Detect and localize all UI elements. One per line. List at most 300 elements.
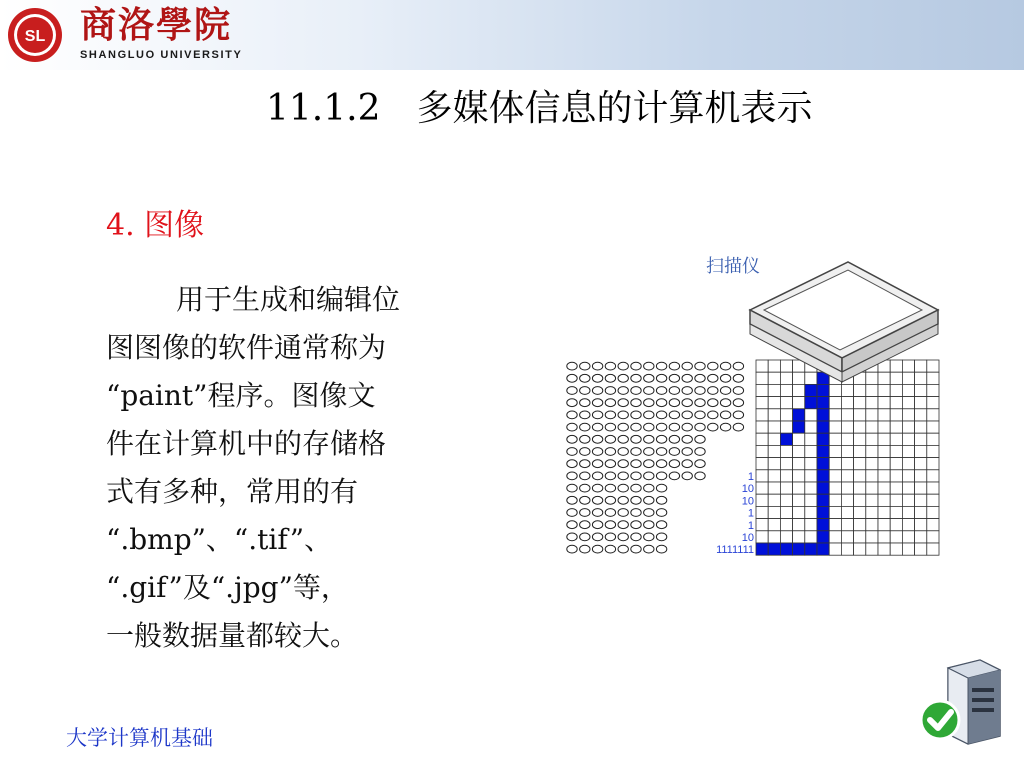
grid-pixel xyxy=(756,372,768,384)
grid-pixel xyxy=(915,445,927,457)
paragraph-line: “.bmp”、“.tif”、 xyxy=(106,523,333,556)
grid-pixel xyxy=(768,409,780,421)
grid-pixel xyxy=(817,531,829,543)
scan-circle xyxy=(656,374,666,382)
scan-circle xyxy=(644,411,654,419)
grid-pixel xyxy=(854,384,866,396)
grid-pixel xyxy=(866,482,878,494)
grid-pixel xyxy=(902,384,914,396)
grid-pixel xyxy=(915,519,927,531)
grid-pixel xyxy=(854,409,866,421)
scan-circle xyxy=(605,411,615,419)
grid-pixel xyxy=(915,506,927,518)
scan-circle xyxy=(618,460,628,468)
grid-pixel xyxy=(902,421,914,433)
grid-pixel xyxy=(768,397,780,409)
scan-circle xyxy=(618,411,628,419)
scan-circle xyxy=(631,399,641,407)
grid-pixel xyxy=(866,543,878,555)
grid-pixel xyxy=(756,506,768,518)
scan-circle xyxy=(618,533,628,541)
scan-circle xyxy=(592,509,602,517)
scan-circle xyxy=(580,362,590,370)
scan-circle xyxy=(669,472,679,480)
scan-circle xyxy=(618,448,628,456)
paragraph-line: 式有多种，常用的有 xyxy=(106,475,359,508)
grid-pixel xyxy=(817,458,829,470)
grid-pixel xyxy=(866,433,878,445)
grid-pixel xyxy=(768,360,780,372)
pixel-grid xyxy=(756,360,939,555)
scan-circle xyxy=(592,460,602,468)
paragraph-line: 用于生成和编辑位 xyxy=(176,283,401,316)
grid-pixel xyxy=(817,421,829,433)
grid-pixel xyxy=(780,519,792,531)
grid-pixel xyxy=(817,384,829,396)
scan-circle xyxy=(580,484,590,492)
scan-circle xyxy=(580,411,590,419)
scan-circle xyxy=(733,423,743,431)
scan-circle xyxy=(656,362,666,370)
scan-circle xyxy=(631,509,641,517)
grid-pixel xyxy=(805,519,817,531)
scan-circle xyxy=(592,399,602,407)
grid-pixel xyxy=(780,470,792,482)
grid-pixel xyxy=(817,519,829,531)
grid-pixel xyxy=(841,543,853,555)
scan-circle xyxy=(631,448,641,456)
scan-circle xyxy=(669,374,679,382)
grid-pixel xyxy=(878,433,890,445)
grid-pixel xyxy=(805,506,817,518)
scan-circle xyxy=(592,484,602,492)
scan-circle xyxy=(644,472,654,480)
grid-pixel xyxy=(878,531,890,543)
scan-circle xyxy=(708,411,718,419)
grid-pixel xyxy=(927,458,939,470)
grid-pixel xyxy=(902,445,914,457)
scan-circle xyxy=(618,496,628,504)
grid-pixel xyxy=(841,531,853,543)
scan-circle xyxy=(669,448,679,456)
grid-pixel xyxy=(915,409,927,421)
scan-circle xyxy=(695,472,705,480)
scan-circle xyxy=(682,460,692,468)
grid-pixel xyxy=(756,458,768,470)
scan-circle xyxy=(695,374,705,382)
scan-circle xyxy=(720,411,730,419)
grid-pixel xyxy=(878,445,890,457)
scan-circle xyxy=(567,435,577,443)
grid-pixel xyxy=(756,445,768,457)
scan-circle xyxy=(592,521,602,529)
grid-pixel xyxy=(829,506,841,518)
scan-circle xyxy=(631,545,641,553)
scan-circle xyxy=(644,509,654,517)
scan-circle xyxy=(618,472,628,480)
grid-pixel xyxy=(768,470,780,482)
scan-circle xyxy=(682,411,692,419)
grid-pixel xyxy=(854,494,866,506)
grid-pixel xyxy=(780,384,792,396)
grid-pixel xyxy=(915,421,927,433)
grid-pixel xyxy=(780,445,792,457)
grid-pixel xyxy=(866,372,878,384)
grid-pixel xyxy=(780,421,792,433)
scan-circle xyxy=(656,423,666,431)
grid-pixel xyxy=(805,433,817,445)
grid-pixel xyxy=(793,409,805,421)
scan-circle xyxy=(605,496,615,504)
scan-circle xyxy=(567,496,577,504)
grid-pixel xyxy=(902,397,914,409)
grid-pixel xyxy=(902,372,914,384)
scan-circle xyxy=(605,509,615,517)
grid-pixel xyxy=(890,372,902,384)
scan-circle xyxy=(720,399,730,407)
scan-circle xyxy=(644,448,654,456)
scan-circle xyxy=(592,545,602,553)
scan-circle xyxy=(618,435,628,443)
grid-pixel xyxy=(927,409,939,421)
scan-circle xyxy=(656,435,666,443)
grid-pixel xyxy=(756,482,768,494)
scan-circle xyxy=(618,484,628,492)
scan-circle xyxy=(708,374,718,382)
paragraph-line: “paint”程序。图像文 xyxy=(106,379,376,412)
grid-pixel xyxy=(756,360,768,372)
scan-circle xyxy=(592,423,602,431)
grid-pixel xyxy=(854,519,866,531)
footer-course-name: 大学计算机基础 xyxy=(66,726,213,750)
grid-pixel xyxy=(817,445,829,457)
grid-pixel xyxy=(902,470,914,482)
grid-pixel xyxy=(927,445,939,457)
grid-pixel xyxy=(866,409,878,421)
grid-pixel xyxy=(841,384,853,396)
scan-circle xyxy=(618,509,628,517)
grid-pixel xyxy=(780,433,792,445)
grid-pixel xyxy=(927,421,939,433)
grid-pixel xyxy=(805,470,817,482)
grid-pixel xyxy=(780,372,792,384)
scan-circle xyxy=(644,399,654,407)
scan-circle xyxy=(567,423,577,431)
paragraph-line: 一般数据量都较大。 xyxy=(106,619,359,652)
grid-pixel xyxy=(780,543,792,555)
grid-pixel xyxy=(866,445,878,457)
scan-circle xyxy=(618,423,628,431)
scan-circle xyxy=(592,472,602,480)
grid-pixel xyxy=(841,409,853,421)
grid-pixel xyxy=(768,372,780,384)
grid-pixel xyxy=(780,409,792,421)
grid-pixel xyxy=(829,482,841,494)
grid-pixel xyxy=(768,506,780,518)
grid-pixel xyxy=(768,458,780,470)
section-heading: 4. 图像 xyxy=(106,208,205,243)
grid-pixel xyxy=(756,470,768,482)
scan-circle xyxy=(708,362,718,370)
scan-circle xyxy=(733,399,743,407)
scan-circle xyxy=(618,362,628,370)
grid-pixel xyxy=(854,397,866,409)
grid-pixel xyxy=(805,482,817,494)
scan-circle xyxy=(656,448,666,456)
scan-circle xyxy=(669,399,679,407)
scan-circle xyxy=(631,423,641,431)
grid-pixel xyxy=(817,506,829,518)
grid-pixel xyxy=(890,360,902,372)
grid-pixel xyxy=(780,506,792,518)
grid-pixel xyxy=(841,421,853,433)
grid-pixel xyxy=(915,372,927,384)
bit-label: 10 xyxy=(741,483,754,496)
scan-circle xyxy=(580,472,590,480)
scan-circle xyxy=(605,387,615,395)
grid-pixel xyxy=(793,384,805,396)
grid-pixel xyxy=(805,409,817,421)
scan-circle xyxy=(618,545,628,553)
grid-pixel xyxy=(866,519,878,531)
grid-pixel xyxy=(793,372,805,384)
grid-pixel xyxy=(829,458,841,470)
paragraph-line: 件在计算机中的存储格 xyxy=(106,427,387,460)
header-bar xyxy=(0,0,1024,70)
scan-circle xyxy=(669,423,679,431)
scan-circle xyxy=(605,399,615,407)
grid-pixel xyxy=(756,384,768,396)
grid-pixel xyxy=(780,458,792,470)
grid-pixel xyxy=(878,372,890,384)
scan-circle xyxy=(656,496,666,504)
grid-pixel xyxy=(768,433,780,445)
grid-pixel xyxy=(902,433,914,445)
grid-pixel xyxy=(854,458,866,470)
scan-circle xyxy=(720,423,730,431)
grid-pixel xyxy=(878,519,890,531)
scan-circle xyxy=(580,374,590,382)
grid-pixel xyxy=(927,506,939,518)
grid-pixel xyxy=(902,482,914,494)
bit-labels xyxy=(716,471,754,556)
grid-pixel xyxy=(817,543,829,555)
scan-circle xyxy=(605,521,615,529)
grid-pixel xyxy=(878,482,890,494)
scan-circle xyxy=(682,435,692,443)
seal-initials: SL xyxy=(24,28,46,45)
grid-pixel xyxy=(829,384,841,396)
grid-pixel xyxy=(829,519,841,531)
scan-circle xyxy=(605,533,615,541)
scan-circle xyxy=(733,374,743,382)
scan-circle xyxy=(592,374,602,382)
scan-circle xyxy=(656,509,666,517)
grid-pixel xyxy=(927,531,939,543)
grid-pixel xyxy=(793,458,805,470)
scan-circle xyxy=(631,521,641,529)
scan-circle xyxy=(695,387,705,395)
grid-pixel xyxy=(878,506,890,518)
grid-pixel xyxy=(890,531,902,543)
scan-circle xyxy=(669,435,679,443)
scan-circle xyxy=(631,472,641,480)
scan-circle xyxy=(567,484,577,492)
grid-pixel xyxy=(780,494,792,506)
grid-pixel xyxy=(854,482,866,494)
scan-circle xyxy=(567,362,577,370)
grid-pixel xyxy=(878,421,890,433)
scan-circle xyxy=(567,472,577,480)
scan-circle xyxy=(567,460,577,468)
grid-pixel xyxy=(780,397,792,409)
scan-circle xyxy=(656,399,666,407)
scan-circle xyxy=(567,521,577,529)
scan-circle xyxy=(580,460,590,468)
scan-circle xyxy=(631,387,641,395)
scan-circle xyxy=(592,435,602,443)
scan-circle xyxy=(708,399,718,407)
grid-pixel xyxy=(841,494,853,506)
grid-pixel xyxy=(902,360,914,372)
scan-circle xyxy=(656,533,666,541)
scan-circle xyxy=(605,435,615,443)
scan-circle xyxy=(592,496,602,504)
grid-pixel xyxy=(915,482,927,494)
grid-pixel xyxy=(902,519,914,531)
grid-pixel xyxy=(829,543,841,555)
grid-pixel xyxy=(817,494,829,506)
grid-pixel xyxy=(878,470,890,482)
grid-pixel xyxy=(841,445,853,457)
scan-circle xyxy=(656,460,666,468)
grid-pixel xyxy=(817,397,829,409)
grid-pixel xyxy=(829,421,841,433)
grid-pixel xyxy=(866,397,878,409)
grid-pixel xyxy=(756,543,768,555)
scan-circle xyxy=(644,521,654,529)
scan-circle xyxy=(580,509,590,517)
scan-circle xyxy=(669,362,679,370)
scan-circle xyxy=(644,387,654,395)
scan-circle xyxy=(682,362,692,370)
scan-circle xyxy=(580,399,590,407)
grid-pixel xyxy=(902,458,914,470)
scan-circle xyxy=(605,484,615,492)
grid-pixel xyxy=(890,470,902,482)
grid-pixel xyxy=(866,494,878,506)
scan-circle xyxy=(605,448,615,456)
scan-circle xyxy=(592,411,602,419)
grid-pixel xyxy=(890,397,902,409)
grid-pixel xyxy=(866,531,878,543)
grid-pixel xyxy=(854,445,866,457)
grid-pixel xyxy=(841,482,853,494)
grid-pixel xyxy=(829,433,841,445)
scan-circle xyxy=(592,387,602,395)
grid-pixel xyxy=(841,519,853,531)
bit-label: 10 xyxy=(741,532,754,544)
grid-pixel xyxy=(915,458,927,470)
paragraph-line: 图图像的软件通常称为 xyxy=(106,331,387,364)
grid-pixel xyxy=(866,470,878,482)
grid-pixel xyxy=(793,506,805,518)
bit-label: 1 xyxy=(747,471,754,483)
scan-circle xyxy=(605,472,615,480)
scan-circle xyxy=(580,435,590,443)
grid-pixel xyxy=(890,409,902,421)
grid-pixel xyxy=(915,433,927,445)
grid-pixel xyxy=(841,397,853,409)
grid-pixel xyxy=(878,543,890,555)
scan-circle xyxy=(695,362,705,370)
scan-circle xyxy=(669,387,679,395)
grid-pixel xyxy=(890,494,902,506)
grid-pixel xyxy=(768,482,780,494)
grid-pixel xyxy=(817,482,829,494)
scan-circle xyxy=(580,387,590,395)
grid-pixel xyxy=(915,494,927,506)
scan-circle xyxy=(631,496,641,504)
scan-circle xyxy=(567,411,577,419)
grid-pixel xyxy=(866,506,878,518)
grid-pixel xyxy=(915,397,927,409)
grid-pixel xyxy=(793,445,805,457)
grid-pixel xyxy=(780,531,792,543)
grid-pixel xyxy=(854,543,866,555)
grid-pixel xyxy=(915,360,927,372)
scan-circle xyxy=(631,484,641,492)
grid-pixel xyxy=(854,470,866,482)
scan-circle xyxy=(695,435,705,443)
grid-pixel xyxy=(915,531,927,543)
scan-circle xyxy=(567,545,577,553)
scan-circle xyxy=(567,533,577,541)
scan-circle xyxy=(580,448,590,456)
scan-circle xyxy=(618,399,628,407)
grid-pixel xyxy=(793,433,805,445)
grid-pixel xyxy=(878,494,890,506)
scan-circle xyxy=(682,387,692,395)
scan-circle xyxy=(720,387,730,395)
grid-pixel xyxy=(890,543,902,555)
scan-circle xyxy=(580,533,590,541)
scan-circle xyxy=(656,472,666,480)
grid-pixel xyxy=(866,458,878,470)
grid-pixel xyxy=(890,433,902,445)
grid-pixel xyxy=(768,519,780,531)
grid-pixel xyxy=(915,384,927,396)
grid-pixel xyxy=(902,531,914,543)
grid-pixel xyxy=(878,397,890,409)
bit-label: 10 xyxy=(741,495,754,508)
grid-pixel xyxy=(878,458,890,470)
scan-circle xyxy=(695,423,705,431)
grid-pixel xyxy=(915,543,927,555)
grid-pixel xyxy=(793,531,805,543)
grid-pixel xyxy=(927,360,939,372)
grid-pixel xyxy=(927,397,939,409)
scan-circle xyxy=(682,399,692,407)
scan-circle xyxy=(720,362,730,370)
grid-pixel xyxy=(890,458,902,470)
grid-pixel xyxy=(866,384,878,396)
grid-pixel xyxy=(927,384,939,396)
grid-pixel xyxy=(756,531,768,543)
grid-pixel xyxy=(805,543,817,555)
scan-circle xyxy=(605,362,615,370)
grid-pixel xyxy=(829,397,841,409)
